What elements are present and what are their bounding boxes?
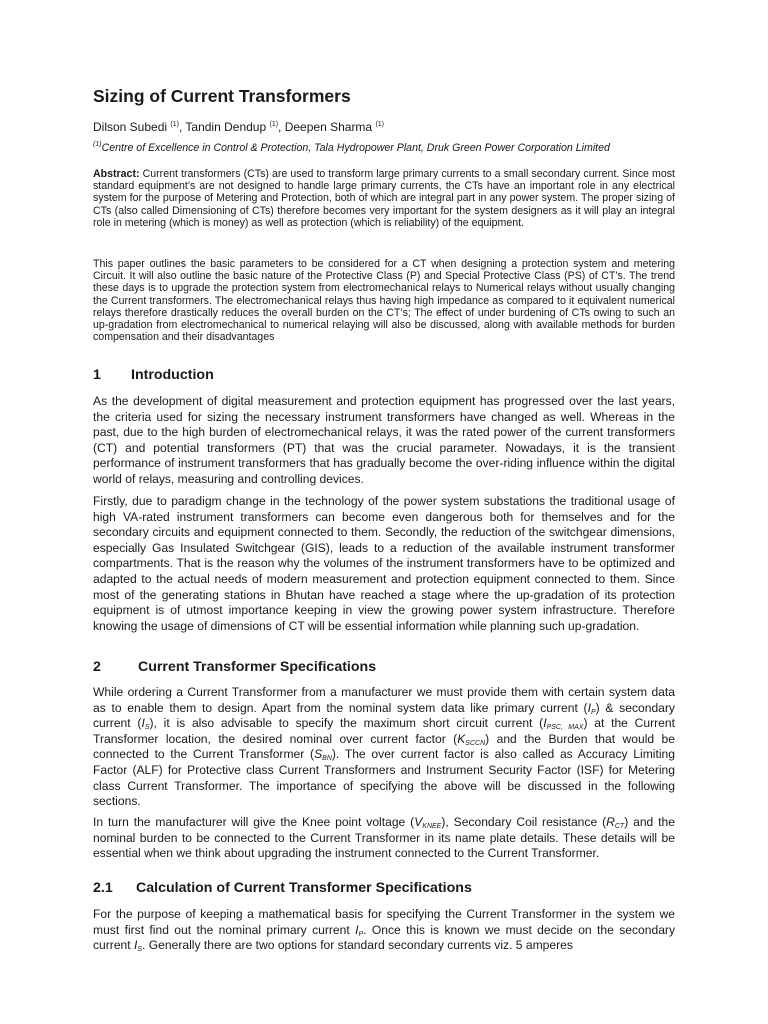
affiliation bbox=[93, 142, 675, 154]
section-number: 2.1 bbox=[93, 880, 113, 896]
text-run: . Once this is known we must decide on the secondary current bbox=[93, 922, 675, 953]
author-separator: , bbox=[278, 120, 285, 134]
spec-paragraph-1 bbox=[93, 685, 675, 810]
section-heading-ct-specifications bbox=[93, 659, 675, 675]
symbol-max-short-circuit-current: $I_{PSC, MAX}$ bbox=[543, 716, 584, 732]
section-heading-calculation bbox=[93, 880, 675, 896]
symbol-primary-current: $I_P$ bbox=[355, 922, 364, 938]
author-list bbox=[93, 120, 675, 134]
author-affiliation-mark: (1) bbox=[170, 121, 179, 128]
section-title: Calculation of Current Transformer Specifications bbox=[136, 880, 472, 896]
text-run: ) at the Current Transformer location, the desired nominal over current factor ( bbox=[93, 716, 675, 746]
symbol-secondary-current: $I_S$ bbox=[141, 716, 150, 732]
text-run: While ordering a Current Transformer from a manufacturer we must provide them with certain system data as to enable them to design. Apart from the nominal system data like primary current ( bbox=[93, 685, 675, 715]
intro-paragraph-2: Firstly, due to paradigm change in the technology of the power system substations the traditional usage of high VA-rated instrument transformers can become even dangerous both for themselves and for the secondary circuits and equipment connected to them. Secondly, the reduction of the switchgear dimensions, especially Gas Insulated Switchgear (GIS), leads to a reduction of the available instrument transformer compartments. That is the reason why the volumes of the instrument transformers have to be optimized and adapted to the actual needs of modern measurement and protection equipment connected to them. Since most of the generating stations in Bhutan have reached a stage where the up-gradation of its protection equipment is of utmost importance keeping in view the growing power system infrastructure. Therefore knowing the usage of dimensions of CT will be essential information while planning such up-gradation. bbox=[93, 494, 675, 633]
author-name: Tandin Dendup bbox=[185, 120, 267, 134]
abstract-paragraph bbox=[93, 168, 675, 229]
text-run: ) and the Burden that would be connected to the Current Transformer ( bbox=[93, 731, 675, 762]
symbol-primary-current: $I_P$ bbox=[587, 700, 596, 716]
text-run: ) and the nominal burden to be connected to the Current Transformer in its name plate details. These details will be essential when we think about upgrading the instrument connected to the Current Transformer. bbox=[93, 815, 675, 861]
section-number: 2 bbox=[93, 659, 101, 675]
author-separator: , bbox=[178, 120, 186, 134]
symbol-over-current-factor: $K_{SCCN}$ bbox=[457, 731, 486, 747]
intro-paragraph-1: As the development of digital measurement and protection equipment has progressed over the last years, the criteria used for sizing the necessary instrument transformers have changed as well. Whereas in the past, due to the high burden of electromechanical relays, it was the rated power of the current transformers (CT) and potential transformers (PT) that was the crucial parameter. Nowadays, it is the transient performance of instrument transformers that has gradually become the over-riding influence within the digital world of relays, measuring and controlling devices. bbox=[93, 394, 675, 486]
symbol-burden: $S_{BN}$ bbox=[314, 747, 332, 763]
author-name: Deepen Sharma bbox=[284, 120, 373, 134]
text-run: . Generally there are two options for standard secondary currents viz. 5 amperes bbox=[142, 938, 573, 953]
abstract-text: Current transformers (CTs) are used to transform large primary currents to a small secondary current. Since most standard equipment’s are not designed to handle large primary currents, the CTs have an important role in any electrical system for the purpose of Metering and Protection, both of which are integral part in any power system. The proper sizing of CTs (also called Dimensioning of CTs) therefore becomes very important for the system designers as it will play an integral role in metering (which is money) as well as protection (which is reliability) of the equipment. bbox=[93, 168, 675, 229]
symbol-coil-resistance: $R_{CT}$ bbox=[606, 815, 625, 830]
abstract-label: Abstract: bbox=[93, 168, 140, 180]
author-name: Dilson Subedi bbox=[93, 120, 168, 134]
affiliation-mark: (1) bbox=[93, 141, 102, 148]
paper-title: Sizing of Current Transformers bbox=[93, 86, 351, 106]
calc-paragraph-1 bbox=[93, 907, 675, 954]
text-run: For the purpose of keeping a mathematical basis for specifying the Current Transformer in the system we must first find out the nominal primary current bbox=[93, 907, 675, 937]
symbol-knee-voltage: $V_{KNEE}$ bbox=[414, 815, 442, 830]
text-run: ), Secondary Coil resistance ( bbox=[441, 815, 607, 829]
spec-paragraph-2 bbox=[93, 815, 675, 862]
text-run: ), it is also advisable to specify the maximum short circuit current ( bbox=[149, 716, 544, 731]
section-title: Current Transformer Specifications bbox=[138, 659, 377, 675]
section-heading-introduction bbox=[93, 367, 675, 383]
abstract-paragraph-2: This paper outlines the basic parameters to be considered for a CT when designing a protection system and metering Circuit. It will also outline the basic nature of the Protective Class (P) and Special Protective Class (PS) of CT’s. The trend these days is to upgrade the protection system from electromechanical relays to Numerical relays without usually changing the Current transformers. The electromechanical relays thus having high impedance as compared to it equivalent numerical relays therefore drastically reduces the overall burden on the CT’s; The effect of under burdening of CTs owing to such an up-gradation from electromechanical to numerical relaying will also be discussed, along with available methods for burden compensation and their disadvantages bbox=[93, 258, 675, 344]
symbol-secondary-current: $I_S$ bbox=[134, 938, 143, 954]
section-title: Introduction bbox=[131, 367, 214, 383]
author-affiliation-mark: (1) bbox=[375, 121, 385, 128]
affiliation-text: Centre of Excellence in Control & Protection, Tala Hydropower Plant, Druk Green Power Corporation Limited bbox=[101, 142, 610, 154]
text-run: ). The over current factor is also called as Accuracy Limiting Factor (ALF) for Protective class Current Transformers and Instrument Security Factor (ISF) for Metering class Current Transformer. The importance of specifying the above will be discussed in the following sections. bbox=[93, 747, 675, 809]
text-run: In turn the manufacturer will give the Knee point voltage ( bbox=[93, 815, 415, 829]
author-affiliation-mark: (1) bbox=[269, 121, 279, 128]
section-number: 1 bbox=[93, 367, 101, 383]
text-run: ) & secondary current ( bbox=[93, 700, 675, 731]
